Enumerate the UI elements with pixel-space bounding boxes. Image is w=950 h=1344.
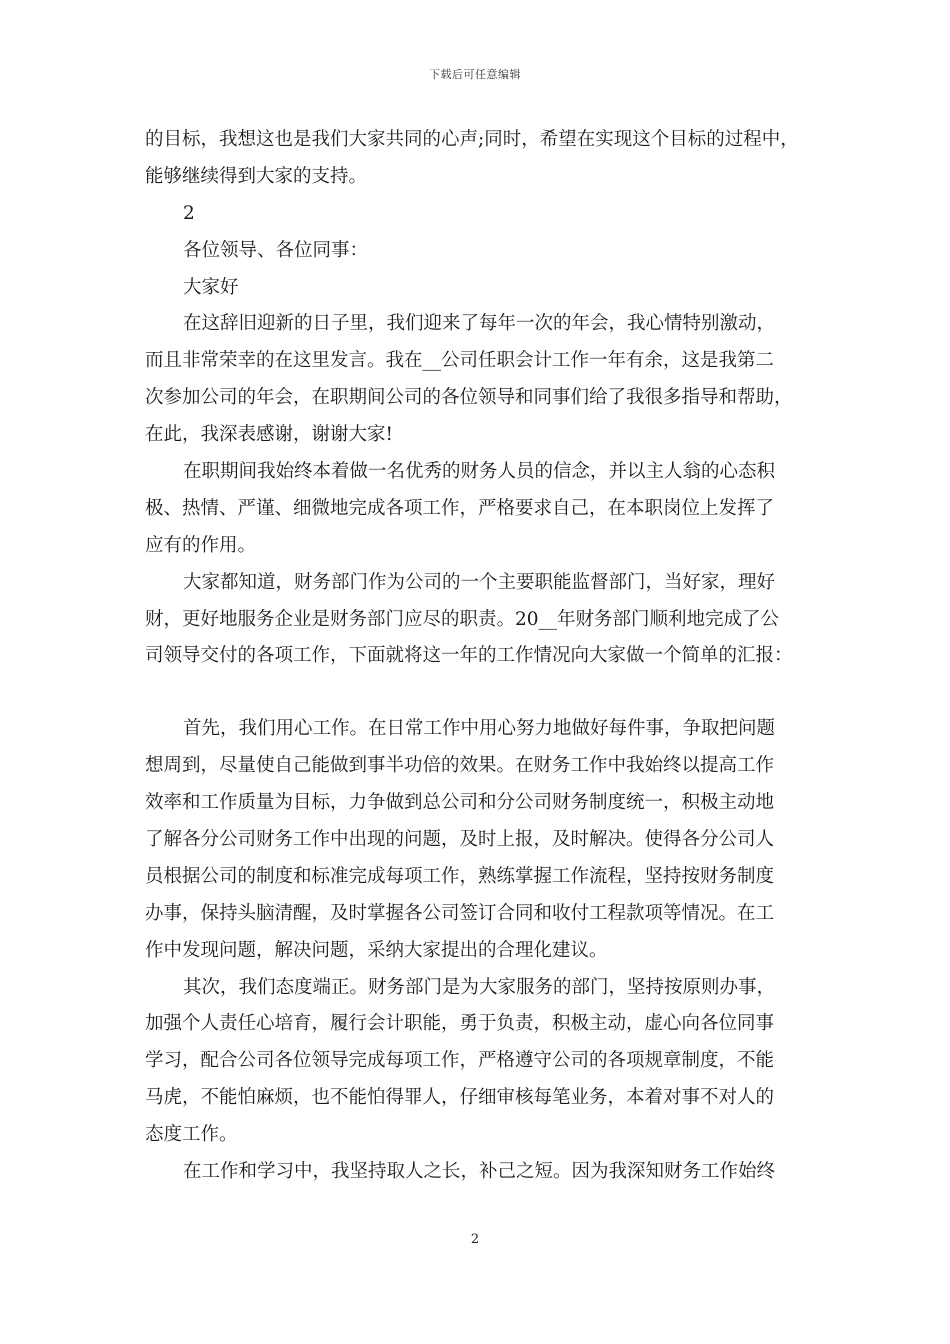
text-line: 首先，我们用心工作。在日常工作中用心努力地做好每件事，争取把问题 [183,718,776,740]
text-line: 应有的作用。 [145,534,257,556]
text-line: 在工作和学习中，我坚持取人之长，补己之短。因为我深知财务工作始终 [183,1161,776,1183]
text-line: 在此，我深表感谢，谢谢大家! [145,424,393,446]
text-line: 极、热情、严谨、细微地完成各项工作，严格要求自己，在本职岗位上发挥了 [145,497,775,519]
text-line: 学习，配合公司各位领导完成每项工作，严格遵守公司的各项规章制度，不能 [145,1050,775,1072]
text-line: 次参加公司的年会，在职期间公司的各位领导和同事们给了我很多指导和帮助， [145,387,793,409]
text-line: 态度工作。 [145,1124,238,1146]
text-line: 加强个人责任心培育，履行会计职能，勇于负责，积极主动，虚心向各位同事 [145,1013,775,1035]
text-line: 司领导交付的各项工作，下面就将这一年的工作情况向大家做一个简单的汇报： [145,645,793,667]
text-line: 在这辞旧迎新的日子里，我们迎来了每年一次的年会，我心情特别激动， [183,313,776,335]
text-line: 能够继续得到大家的支持。 [145,165,368,187]
text-line: 其次，我们态度端正。财务部门是为大家服务的部门，坚持按原则办事， [183,976,776,998]
text-line: 马虎，不能怕麻烦，也不能怕得罪人，仔细审核每笔业务，本着对事不对人的 [145,1087,775,1109]
text-line: 作中发现问题，解决问题，采纳大家提出的合理化建议。 [145,939,608,961]
text-line: 办事，保持头脑清醒，及时掌握各公司签订合同和收付工程款项等情况。在工 [145,902,775,924]
text-line: 大家都知道，财务部门作为公司的一个主要职能监督部门，当好家，理好 [183,571,776,593]
document-body [145,122,825,1191]
page-number: 2 [470,1232,480,1247]
paragraph-gap [145,675,825,711]
text-line: 的目标，我想这也是我们大家共同的心声;同时，希望在实现这个目标的过程中， [145,129,799,150]
text-line: 财，更好地服务企业是财务部门应尽的职责。20__年财务部门顺利地完成了公 [145,608,780,630]
text-line: 而且非常荣幸的在这里发言。我在__公司任职会计工作一年有余，这是我第二 [145,350,775,372]
text-line: 各位领导、各位同事： [183,239,369,261]
text-line: 了解各分公司财务工作中出现的问题，及时上报，及时解决。使得各分公司人 [145,829,775,851]
text-line: 大家好 [183,276,239,298]
text-line: 想周到，尽量使自己能做到事半功倍的效果。在财务工作中我始终以提高工作 [145,755,775,777]
text-line: 员根据公司的制度和标准完成每项工作，熟练掌握工作流程，坚持按财务制度 [145,865,775,887]
page-header-caption: 下载后可任意编辑 [429,68,521,81]
text-line: 在职期间我始终本着做一名优秀的财务人员的信念，并以主人翁的心态积 [183,461,776,483]
text-line: 效率和工作质量为目标，力争做到总公司和分公司财务制度统一，积极主动地 [145,792,775,814]
text-line: 2 [183,202,195,224]
